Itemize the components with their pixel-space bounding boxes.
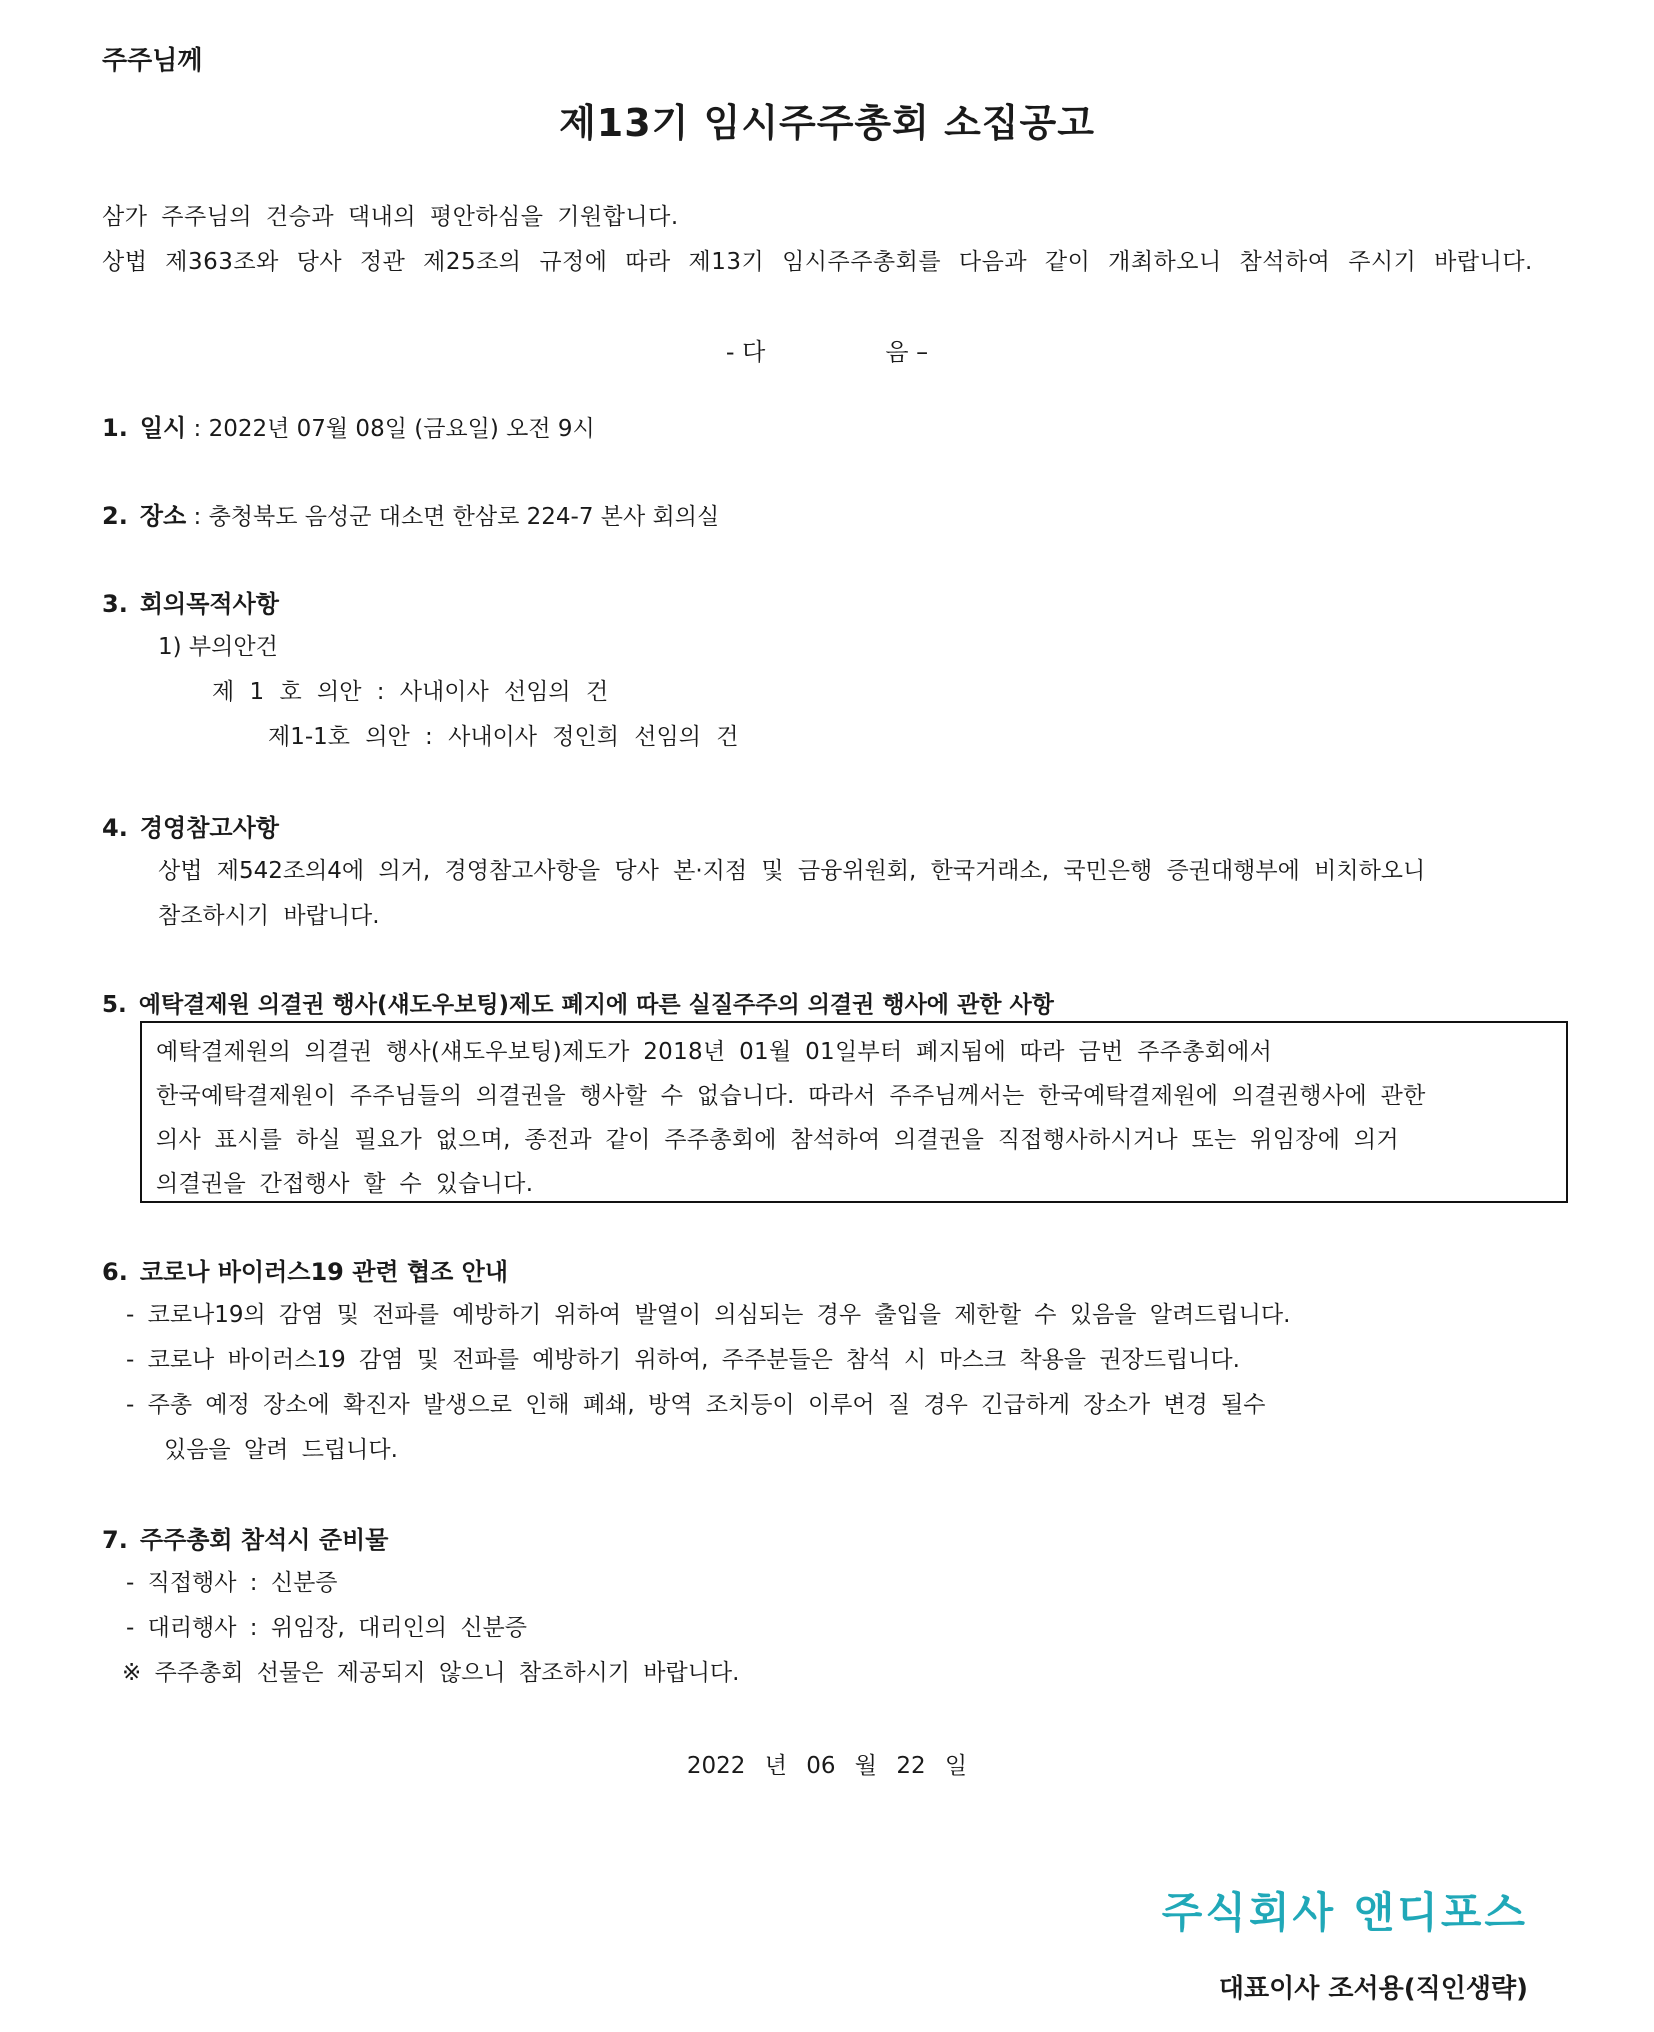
section-6-heading (102, 1252, 508, 1287)
section-6-bullet-3: - 주총 예정 장소에 확진자 발생으로 인해 폐쇄, 방역 조치등이 이루어 질 경우 긴급하게 장소가 변경 될수 (126, 1392, 1266, 1418)
section-5-box-line-3: 의사 표시를 하실 필요가 없으며, 종전과 같이 주주총회에 참석하여 의결권을 직접행사하시거나 또는 위임장에 의거 (156, 1127, 1399, 1153)
section-6-number: 6. (102, 1258, 128, 1286)
section-7-number: 7. (102, 1526, 128, 1554)
section-7-note: ※ 주주총회 선물은 제공되지 않으니 참조하시기 바랍니다. (122, 1660, 740, 1686)
section-7-bullet-2: - 대리행사 : 위임장, 대리인의 신분증 (126, 1615, 527, 1641)
dagum-heading (0, 332, 1654, 367)
section-7-heading (102, 1520, 388, 1555)
section-3-item-1: 제 1 호 의안 : 사내이사 선임의 건 (212, 679, 609, 705)
section-1-number: 1. (102, 414, 128, 442)
section-2 (102, 496, 719, 531)
section-4-label: 경영참고사항 (139, 814, 279, 842)
section-2-label: 장소 (139, 502, 187, 530)
section-5-heading (102, 986, 1054, 1019)
section-6-bullet-1: - 코로나19의 감염 및 전파를 예방하기 위하여 발열이 의심되는 경우 출입을 제한할 수 있음을 알려드립니다. (126, 1302, 1291, 1328)
ceo-signature: 대표이사 조서용(직인생략) (1218, 1974, 1528, 2004)
section-6-bullet-3-cont: 있음을 알려 드립니다. (164, 1437, 398, 1463)
page-title: 제13기 임시주주총회 소집공고 (559, 101, 1095, 145)
section-5-box-line-1: 예탁결제원의 의결권 행사(섀도우보팅)제도가 2018년 01월 01일부터 폐지됨에 따라 금번 주주총회에서 (156, 1039, 1273, 1065)
section-1 (102, 408, 595, 443)
section-3-sub: 1) 부의안건 (158, 634, 278, 660)
section-3-number: 3. (102, 590, 128, 618)
company-name: 주식회사 앤디포스 (1161, 1888, 1528, 1937)
section-5-number: 5. (102, 992, 127, 1018)
section-1-label: 일시 (139, 414, 187, 442)
section-4-line-1: 상법 제542조의4에 의거, 경영참고사항을 당사 본·지점 및 금융위원회, 한국거래소, 국민은행 증권대행부에 비치하오니 (158, 858, 1426, 884)
section-7-label: 주주총회 참석시 준비물 (139, 1526, 389, 1554)
intro-line-2: 상법 제363조와 당사 정관 제25조의 규정에 따라 제13기 임시주주총회를 다음과 같이 개최하오니 참석하여 주시기 바랍니다. (102, 249, 1533, 275)
dagum-right: 음 – (885, 338, 929, 366)
section-5-notice-box (140, 1021, 1568, 1203)
section-3-item-2: 제1-1호 의안 : 사내이사 정인희 선임의 건 (268, 724, 739, 750)
section-2-heading (102, 502, 186, 530)
section-3-heading (102, 584, 279, 619)
salutation: 주주님께 (102, 46, 203, 76)
section-6-label: 코로나 바이러스19 관련 협조 안내 (139, 1258, 509, 1286)
section-4-number: 4. (102, 814, 128, 842)
section-7-bullet-1: - 직접행사 : 신분증 (126, 1570, 338, 1596)
section-4-line-2: 참조하시기 바랍니다. (158, 903, 380, 929)
dagum-left: - 다 (725, 338, 766, 366)
section-1-text: : 2022년 07월 08일 (금요일) 오전 9시 (186, 416, 595, 442)
intro-line-1: 삼가 주주님의 건승과 댁내의 평안하심을 기원합니다. (102, 204, 679, 230)
section-4-heading (102, 808, 279, 843)
section-5-label: 예탁결제원 의결권 행사(섀도우보팅)제도 폐지에 따른 실질주주의 의결권 행사에 관한 사항 (138, 992, 1054, 1018)
section-2-text: : 충청북도 음성군 대소면 한삼로 224-7 본사 회의실 (186, 504, 720, 530)
section-6-bullet-2: - 코로나 바이러스19 감염 및 전파를 예방하기 위하여, 주주분들은 참석 시 마스크 착용을 권장드립니다. (126, 1347, 1240, 1373)
section-3-label: 회의목적사항 (139, 590, 279, 618)
section-5-box-line-4: 의결권을 간접행사 할 수 있습니다. (156, 1171, 534, 1197)
notice-date: 2022 년 06 월 22 일 (686, 1753, 968, 1779)
section-1-heading (102, 414, 186, 442)
section-2-number: 2. (102, 502, 128, 530)
section-5-box-line-2: 한국예탁결제원이 주주님들의 의결권을 행사할 수 없습니다. 따라서 주주님께서는 한국예탁결제원에 의결권행사에 관한 (156, 1083, 1426, 1109)
